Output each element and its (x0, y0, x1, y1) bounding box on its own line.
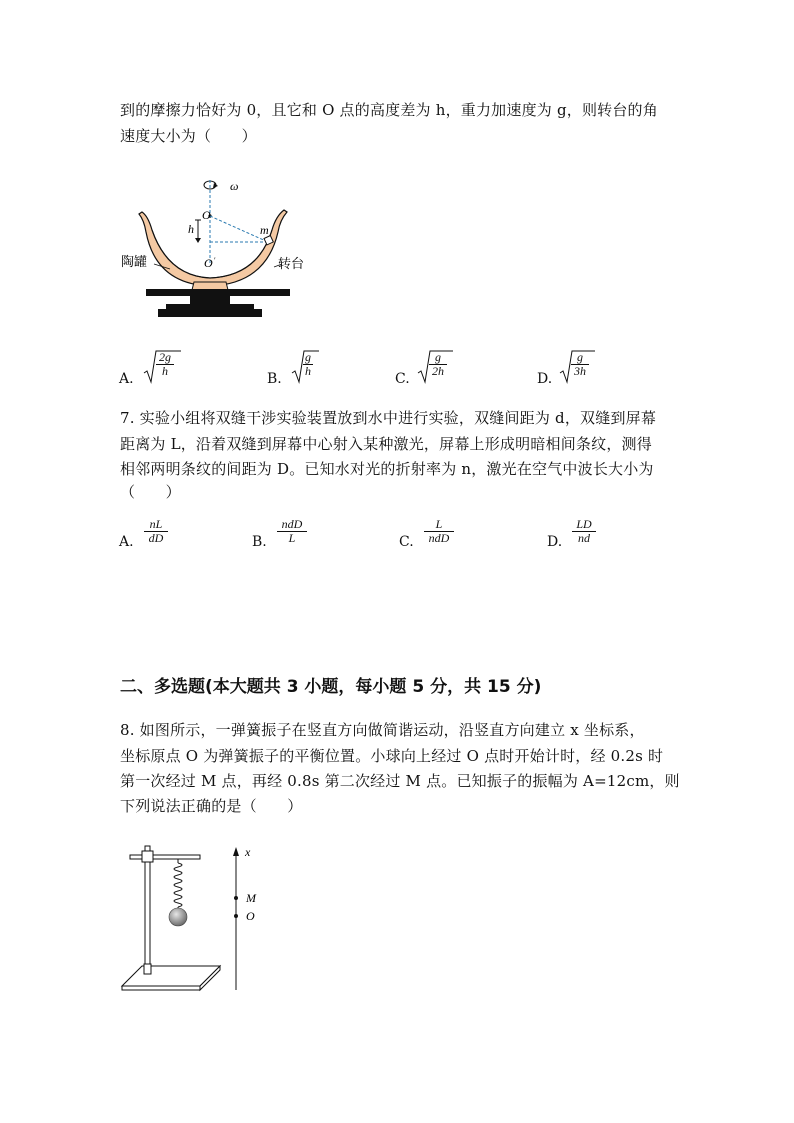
m-label: m (260, 223, 269, 237)
q6-text-line-1: 到的摩擦力恰好为 0，且它和 O 点的高度差为 h，重力加速度为 g，则转台的角 (120, 101, 658, 119)
q8-text-line-3: 第一次经过 M 点，再经 0.8s 第二次经过 M 点。已知振子的振幅为 A=12cm，则 (120, 772, 680, 790)
q6-text-line-2: 速度大小为（ ） (120, 127, 257, 145)
spring (174, 863, 182, 907)
point-o (234, 914, 238, 918)
q8-spring-figure (118, 838, 278, 996)
option-letter: A. (119, 534, 134, 550)
m-point-label: M (246, 891, 256, 905)
o-top-label: O (202, 208, 211, 222)
o-point-label: O (246, 909, 255, 923)
option-fraction: g 2h (428, 351, 448, 378)
option-letter: D. (537, 371, 553, 387)
q7-text-line-2: 距离为 L，沿着双缝到屏幕中心射入某种激光，屏幕上形成明暗相间条纹，测得 (120, 435, 652, 453)
option-fraction: nL dD (143, 518, 169, 545)
h-label: h (188, 222, 194, 236)
ball (169, 908, 187, 926)
svg-text:′: ′ (214, 256, 216, 265)
omega-label: ω (230, 179, 239, 193)
q7-text-line-1: 7. 实验小组将双缝干涉实验装置放到水中进行实验，双缝间距为 d，双缝到屏幕 (120, 409, 657, 427)
q6-turntable-figure (118, 172, 318, 327)
jar-label: 陶罐 (121, 255, 148, 270)
option-letter: A. (119, 371, 134, 387)
section-heading: 二、多选题(本大题共 3 小题，每小题 5 分，共 15 分) (120, 677, 542, 697)
x-label: x (245, 845, 251, 859)
table-label: 转台 (278, 257, 305, 272)
option-letter: C. (399, 534, 414, 550)
option-fraction: g h (305, 350, 311, 378)
option-letter: B. (252, 534, 267, 550)
o-bottom-label: O (204, 256, 213, 270)
q7-text-line-4: （ ） (120, 483, 181, 501)
x-axis-arrow-icon (233, 847, 239, 856)
q7-text-line-3: 相邻两明条纹的间距为 D。已知水对光的折射率为 n，激光在空气中波长大小为 (120, 460, 654, 478)
option-letter: D. (547, 534, 563, 550)
option-fraction: 2g h (155, 351, 175, 378)
option-fraction: L ndD (423, 518, 455, 545)
turntable-plate (146, 289, 290, 296)
option-fraction: LD nd (571, 518, 597, 545)
option-letter: B. (267, 371, 282, 387)
option-fraction: g 3h (570, 351, 590, 378)
q8-text-line-4: 下列说法正确的是（ ） (120, 797, 303, 815)
point-m (234, 896, 238, 900)
option-fraction: ndD L (276, 518, 308, 545)
stand-arm (130, 855, 200, 859)
option-letter: C. (395, 371, 410, 387)
q8-text-line-2: 坐标原点 O 为弹簧振子的平衡位置。小球向上经过 O 点时开始计时，经 0.2s 时 (120, 747, 664, 765)
stand-rod (145, 846, 150, 974)
q8-text-line-1: 8. 如图所示，一弹簧振子在竖直方向做简谐运动，沿竖直方向建立 x 坐标系， (120, 721, 645, 739)
